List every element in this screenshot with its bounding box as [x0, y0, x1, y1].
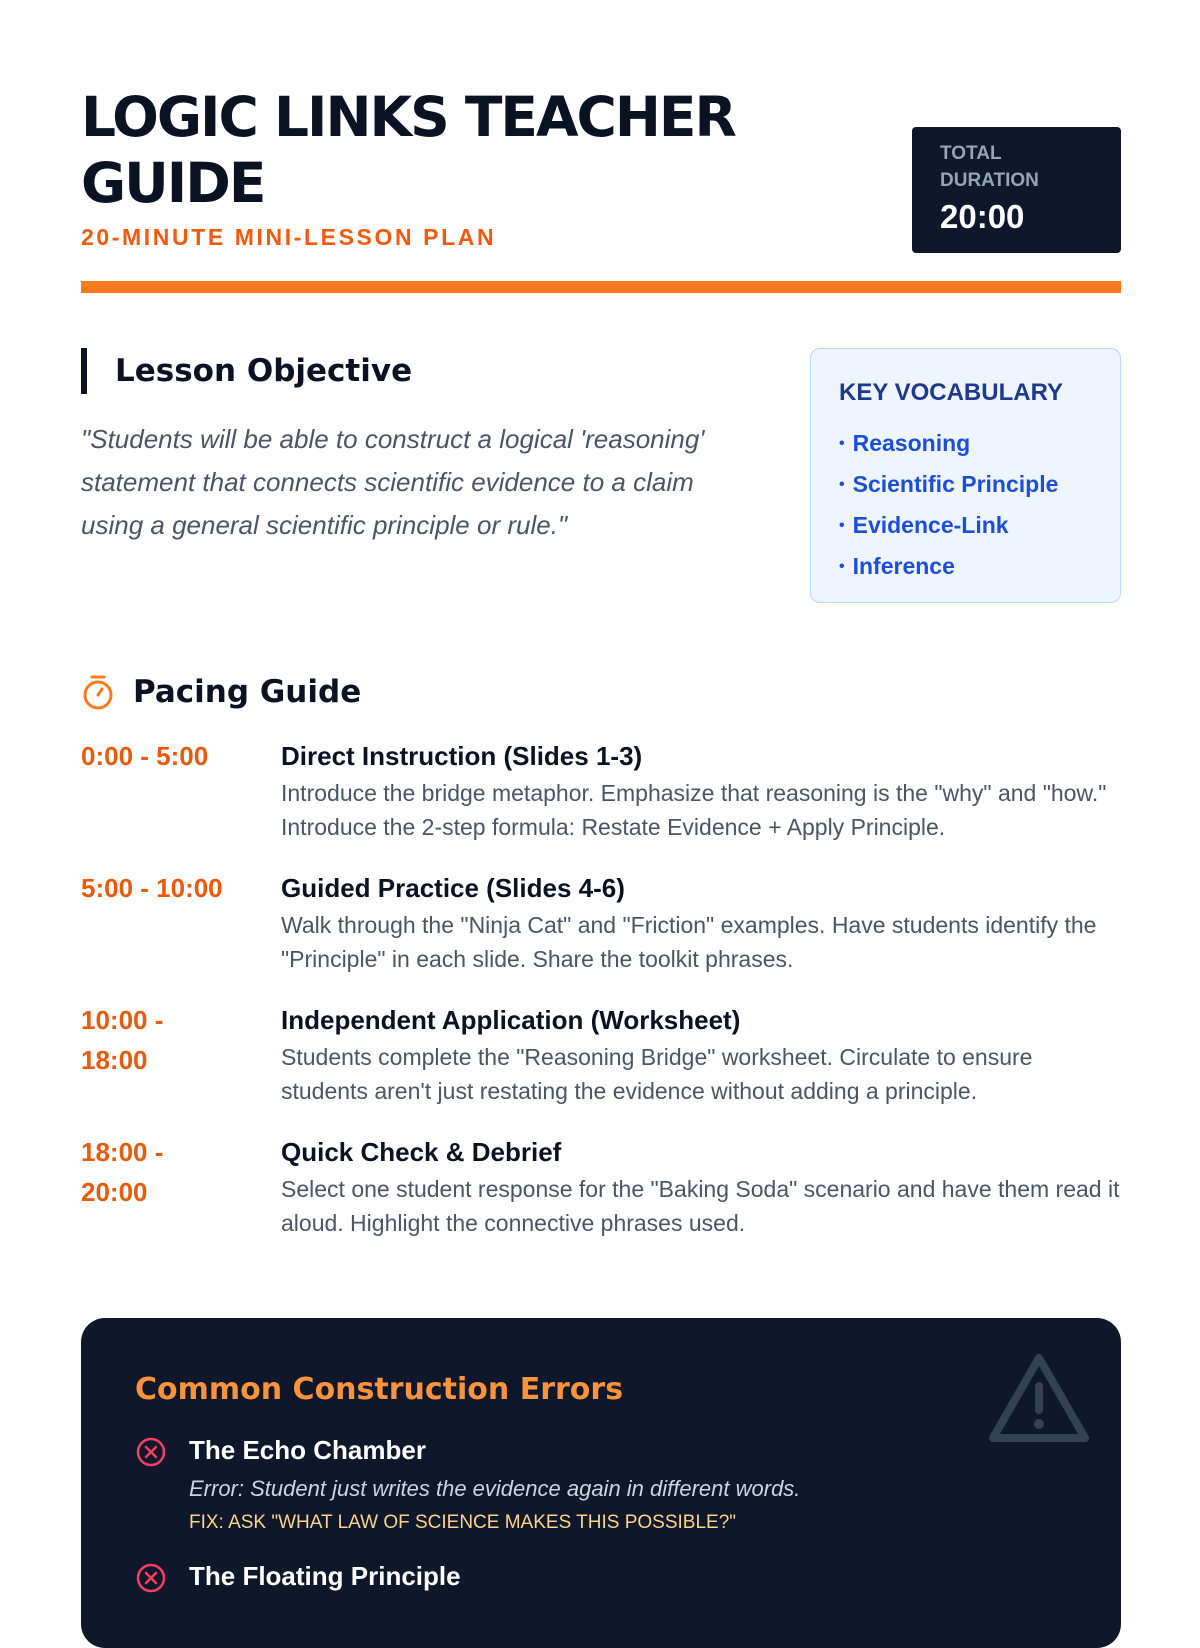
- bullet-icon: •: [839, 517, 845, 534]
- pacing-guide-section: [81, 674, 1121, 1240]
- lesson-objective-section: [81, 348, 761, 547]
- error-title: The Floating Principle: [189, 1561, 461, 1591]
- error-x-icon: [135, 1433, 189, 1537]
- vocabulary-list: [839, 423, 1120, 587]
- pacing-row: [81, 1132, 1121, 1240]
- vocabulary-term: Reasoning: [852, 430, 971, 456]
- heading-accent-bar: [81, 348, 87, 394]
- page-title: LOGIC LINKS TEACHER GUIDE: [81, 85, 735, 215]
- pacing-description: Students complete the "Reasoning Bridge" worksheet. Circulate to ensure students aren't just restating the evidence without adding a principle.: [281, 1044, 1033, 1104]
- lesson-objective-heading-text: Lesson Objective: [115, 353, 413, 389]
- vocabulary-term: Scientific Principle: [852, 471, 1059, 497]
- pacing-title: Independent Application (Worksheet): [281, 1005, 741, 1035]
- pacing-guide-heading-text: Pacing Guide: [133, 674, 362, 710]
- pacing-time: 10:00 - 18:00: [81, 1005, 164, 1075]
- pacing-body: [281, 736, 1121, 844]
- bullet-icon: •: [839, 435, 845, 452]
- bullet-icon: •: [839, 558, 845, 575]
- error-description: Error: Student just writes the evidence again in different words.: [189, 1476, 801, 1501]
- error-item: [135, 1433, 1121, 1537]
- error-fix: FIX: ASK "WHAT LAW OF SCIENCE MAKES THIS POSSIBLE?": [189, 1512, 737, 1533]
- error-body: [189, 1433, 800, 1537]
- total-duration-value: 20:00: [940, 198, 1025, 235]
- page-header: [81, 0, 1121, 290]
- common-errors-title: Common Construction Errors: [135, 1372, 624, 1407]
- page-subtitle: 20-MINUTE MINI-LESSON PLAN: [81, 224, 497, 250]
- bullet-icon: •: [839, 476, 845, 493]
- pacing-body: [281, 1000, 1121, 1108]
- pacing-title: Quick Check & Debrief: [281, 1137, 562, 1167]
- pacing-title: Guided Practice (Slides 4-6): [281, 873, 625, 903]
- total-duration-label: TOTAL DURATION: [940, 143, 1039, 191]
- lesson-guide-page: [81, 0, 1121, 1591]
- pacing-time: 0:00 - 5:00: [81, 741, 209, 771]
- key-vocabulary-card: [810, 348, 1121, 603]
- lesson-objective-heading: [81, 348, 761, 394]
- pacing-row: [81, 868, 1121, 976]
- vocabulary-item: [839, 546, 1120, 587]
- pacing-description: Select one student response for the "Baking Soda" scenario and have them read it aloud. Highlight the connective phrases used.: [281, 1176, 1120, 1236]
- pacing-row: [81, 1000, 1121, 1108]
- error-title: The Echo Chamber: [189, 1435, 426, 1465]
- error-item: [135, 1559, 1121, 1599]
- key-vocabulary-title: KEY VOCABULARY: [839, 379, 1064, 406]
- pacing-time: 5:00 - 10:00: [81, 873, 223, 903]
- pacing-title: Direct Instruction (Slides 1-3): [281, 741, 643, 771]
- pacing-description: Walk through the "Ninja Cat" and "Friction" examples. Have students identify the "Principle" in each slide. Share the toolkit phrases.: [281, 912, 1097, 972]
- vocabulary-term: Inference: [852, 553, 955, 579]
- vocabulary-item: [839, 505, 1120, 546]
- vocabulary-term: Evidence-Link: [852, 512, 1009, 538]
- pacing-body: [281, 868, 1121, 976]
- pacing-body: [281, 1132, 1121, 1240]
- error-body: [189, 1559, 461, 1599]
- error-x-icon: [135, 1559, 189, 1599]
- pacing-guide-heading: [81, 674, 1121, 710]
- vocabulary-item: [839, 464, 1120, 505]
- pacing-time: 18:00 - 20:00: [81, 1137, 164, 1207]
- vocabulary-item: [839, 423, 1120, 464]
- lesson-objective-text: "Students will be able to construct a logical 'reasoning' statement that connects scientific evidence to a claim using a general scientific principle or rule.": [81, 424, 705, 540]
- warning-icon: [987, 1352, 1091, 1448]
- total-duration-card: [912, 127, 1121, 253]
- pacing-description: Introduce the bridge metaphor. Emphasize that reasoning is the "why" and "how." Introduce the 2-step formula: Restate Evidence + Apply Principle.: [281, 780, 1107, 840]
- stopwatch-icon: [81, 674, 115, 710]
- pacing-row: [81, 736, 1121, 844]
- header-divider: [81, 281, 1121, 293]
- common-errors-panel: [81, 1318, 1121, 1648]
